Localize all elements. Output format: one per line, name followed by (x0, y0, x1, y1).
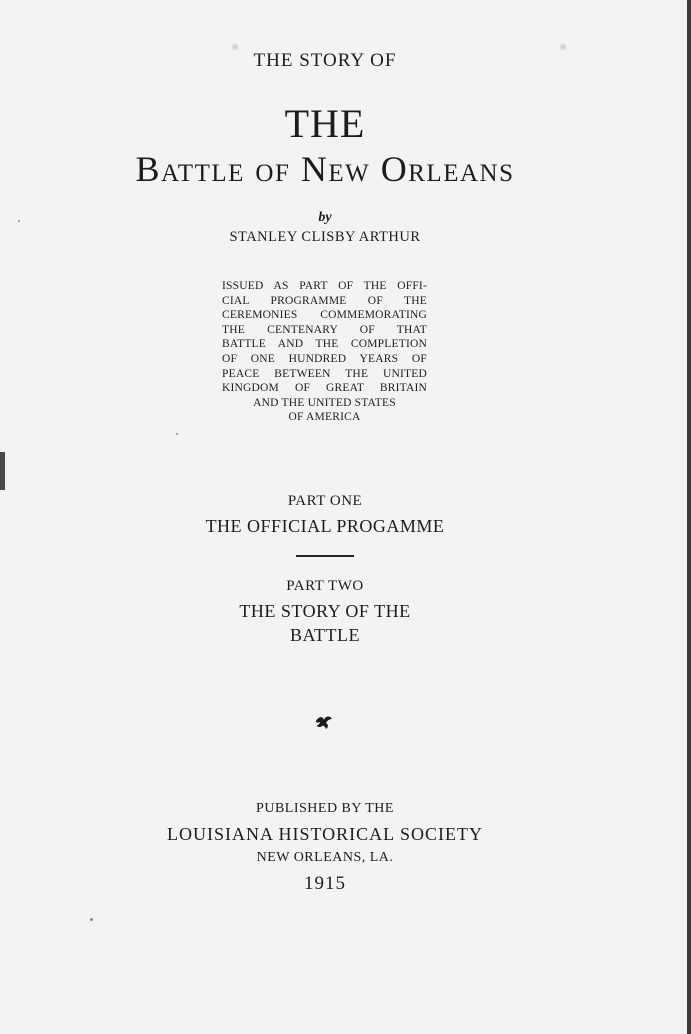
issued-line: AND THE UNITED STATES (253, 396, 396, 409)
issued-line: OF AMERICA (288, 411, 361, 424)
published-by: PUBLISHED BY THE (256, 801, 394, 816)
paper-speck (176, 433, 178, 435)
issued-line: OF ONE HUNDRED YEARS OF (222, 352, 427, 365)
title-word: of (255, 149, 291, 189)
part-one-label: PART ONE (287, 493, 363, 509)
story-of-heading: THE STORY OF (253, 50, 397, 71)
publisher-name: LOUISIANA HISTORICAL SOCIETY (167, 824, 483, 844)
issued-statement (222, 279, 427, 425)
title-the: THE (284, 101, 366, 146)
by-label: by (318, 210, 332, 225)
title-word: Battle (135, 149, 245, 189)
page-edge-shadow (687, 0, 691, 1034)
part-two-label: PART TWO (286, 578, 364, 594)
paper-speck (90, 918, 93, 921)
divider-rule (296, 555, 354, 557)
issued-line: BATTLE AND THE COMPLETION (222, 338, 427, 351)
fleuron-icon (314, 713, 334, 731)
paper-speck (18, 220, 20, 222)
title-word: Orleans (380, 149, 515, 189)
issued-line: PEACE BETWEEN THE UNITED (222, 367, 427, 380)
issued-line: ISSUED AS PART OF THE OFFI- (222, 280, 427, 292)
publication-year: 1915 (304, 873, 346, 894)
issued-line: CEREMONIES COMMEMORATING (222, 309, 427, 322)
paper-speck (232, 44, 238, 50)
paper-speck (560, 44, 566, 50)
part-two-title-line1: THE STORY OF THE (239, 601, 411, 621)
part-one-title: THE OFFICIAL PROGAMME (205, 516, 445, 536)
author-name: STANLEY CLISBY ARTHUR (229, 229, 421, 245)
book-title (0, 148, 650, 190)
title-word: New (300, 149, 371, 189)
publisher-city: NEW ORLEANS, LA. (256, 850, 394, 865)
issued-line: KINGDOM OF GREAT BRITAIN (222, 382, 427, 395)
issued-line: THE CENTENARY OF THAT (222, 323, 427, 336)
binding-mark (0, 452, 5, 490)
issued-line: CIAL PROGRAMME OF THE (222, 294, 427, 307)
part-two-title-line2: BATTLE (290, 625, 360, 645)
